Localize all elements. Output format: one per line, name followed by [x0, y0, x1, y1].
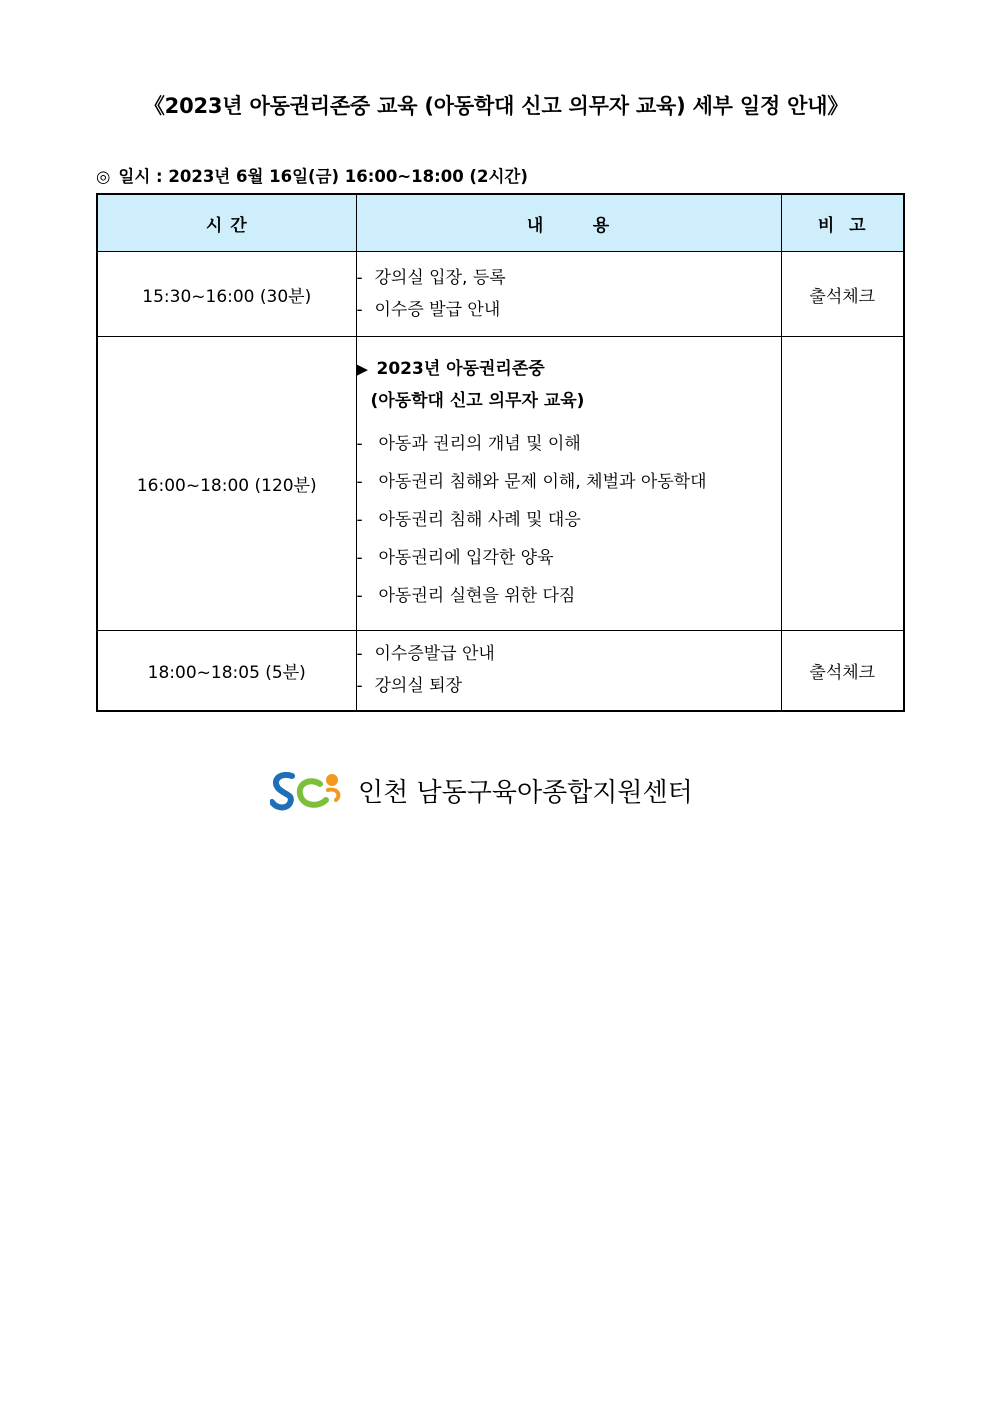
list-item: - 강의실 퇴장 — [356, 676, 463, 697]
document-title: 《2023년 아동권리존중 교육 (아동학대 신고 의무자 교육) 세부 일정 안내》 — [143, 94, 849, 118]
organization-name: 인천 남동구육아종합지원센터 — [358, 777, 693, 808]
row-time: 15:30~16:00 (30분) — [97, 252, 356, 337]
double-circle-icon: ◎ — [96, 167, 111, 186]
row-note: 출석체크 — [781, 631, 904, 711]
session-heading: ▶ 2023년 아동권리존중 — [357, 353, 781, 385]
triangle-right-icon: ▶ — [356, 359, 369, 378]
table-row — [97, 252, 904, 337]
list-item: - 아동과 권리의 개념 및 이해 — [356, 433, 581, 454]
date-line — [96, 163, 528, 187]
session-subheading: (아동학대 신고 의무자 교육) — [370, 390, 585, 411]
header-time: 시 간 — [97, 194, 356, 252]
header-content: 내 용 — [356, 194, 781, 252]
row-content — [356, 631, 781, 711]
list-item: - 아동권리 침해와 문제 이해, 체벌과 아동학대 — [356, 471, 707, 492]
date-text: 일시 : 2023년 6월 16일(금) 16:00~18:00 (2시간) — [118, 167, 528, 186]
row-content — [356, 252, 781, 337]
list-item: - 아동권리 침해 사례 및 대응 — [356, 509, 581, 530]
table-row — [97, 631, 904, 711]
sc-logo-icon — [270, 768, 348, 812]
row-note: 출석체크 — [781, 252, 904, 337]
table-row — [97, 337, 904, 631]
list-item: - 강의실 입장, 등록 — [356, 268, 506, 288]
header-note: 비 고 — [781, 194, 904, 252]
row-content — [356, 337, 781, 631]
list-item: - 아동권리 실현을 위한 다짐 — [356, 585, 576, 606]
list-item: - 이수증발급 안내 — [356, 644, 495, 665]
footer — [270, 768, 693, 812]
list-item: - 아동권리에 입각한 양육 — [356, 547, 554, 568]
row-note — [781, 337, 904, 631]
row-time: 16:00~18:00 (120분) — [97, 337, 356, 631]
schedule-table — [96, 193, 905, 712]
table-header-row — [97, 194, 904, 252]
list-item: - 이수증 발급 안내 — [356, 300, 501, 320]
row-time: 18:00~18:05 (5분) — [97, 631, 356, 711]
